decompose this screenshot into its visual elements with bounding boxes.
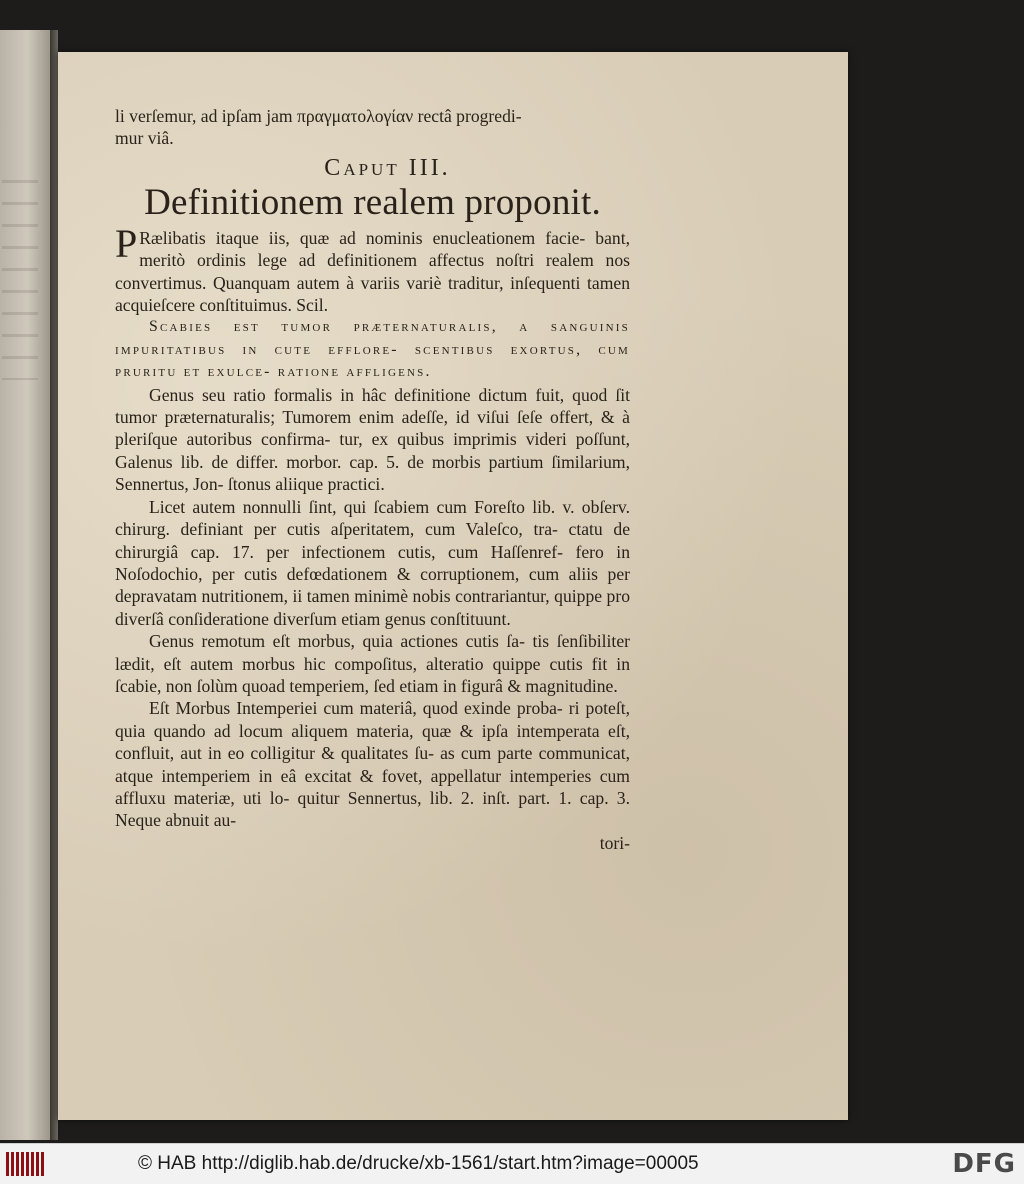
drop-cap: P bbox=[115, 220, 138, 266]
paragraph: Licet autem nonnulli ſint, qui ſcabiem cum Foreſto lib. v. obſerv. chirurg. definiant per cutis aſperitatem, cum Valeſco, tra- ctatu de chirurgiâ cap. 17. per infectionem cutis, cum Haſſenref- fero in Noſodochio, per cutis defœdationem & corruptionem, cum aliis per depravatam nutritionem, ii tamen minimè nobis contrariantur, quippe pro diverſâ conſideratione diverſum etiam genus conſtituunt. bbox=[115, 496, 630, 629]
paragraph: Genus remotum eſt morbus, quia actiones cutis ſa- tis ſenſibiliter lædit, eſt autem morbus hic compoſitus, alteratio quippe cutis fit in ſcabie, non ſolùm quoad temperiem, ſed etiam in figurâ & magnitudine. bbox=[115, 631, 630, 696]
chapter-heading: Caput III. bbox=[324, 154, 451, 181]
paragraph: P Rælibatis itaque iis, quæ ad nominis enucleationem facie- bant, meritò ordinis lege ad definitionem affectus noſtri realem nos convertimus. Quanquam autem à variis variè traditur, inſequenti tamen acquieſcere conſtituimus. Scil. bbox=[115, 220, 630, 316]
catchword: tori- bbox=[599, 832, 630, 853]
paragraph: Genus seu ratio formalis in hâc definitione dictum fuit, quod ſit tumor præternaturalis; Tumorem enim adeſſe, id viſui ſeſe offert, & à pleriſque autoribus confirma- tur, ex quibus imprimis videri poſſunt, Galenus lib. de differ. morbor. cap. 5. de morbis partium ſimilarium, Sennertus, Jon- ſtonus aliique practici. bbox=[115, 384, 630, 495]
paragraph: Eſt Morbus Intemperiei cum materiâ, quod exinde proba- ri poteſt, quia quando ad locum aliquem materia, quæ & ipſa intemperata eſt, confluit, aut in eo colligitur & qualitates ſu- as cum parte communicat, atque intemperiem in eâ excitat & fovet, appellatur intemperies cum affluxu materiæ, uti lo- quitur Sennertus, lib. 2. inſt. part. 1. cap. 3. Neque abnuit au- bbox=[115, 698, 630, 831]
footer-bar bbox=[0, 1143, 1024, 1184]
previous-page-edge bbox=[0, 30, 50, 1140]
chapter-title: Definitionem realem proponit. bbox=[144, 181, 601, 223]
book-gutter bbox=[50, 30, 58, 1140]
text-line: li verſemur, ad ipſam jam πραγματολογίαν rectâ progredi- bbox=[115, 106, 522, 126]
copyright-url[interactable]: © HAB http://diglib.hab.de/drucke/xb-1561/start.htm?image=00005 bbox=[138, 1153, 699, 1174]
dfg-logo: DFG bbox=[952, 1149, 1016, 1179]
hab-logo-icon bbox=[6, 1152, 46, 1176]
page-text bbox=[115, 105, 630, 854]
text-line: mur viâ. bbox=[115, 128, 174, 149]
definition-paragraph: Scabies est tumor præternaturalis, a sanguinis impuritatibus in cute efflore- scentibus exortus, cum pruritu et exulce- ratione affligens. bbox=[115, 318, 630, 381]
